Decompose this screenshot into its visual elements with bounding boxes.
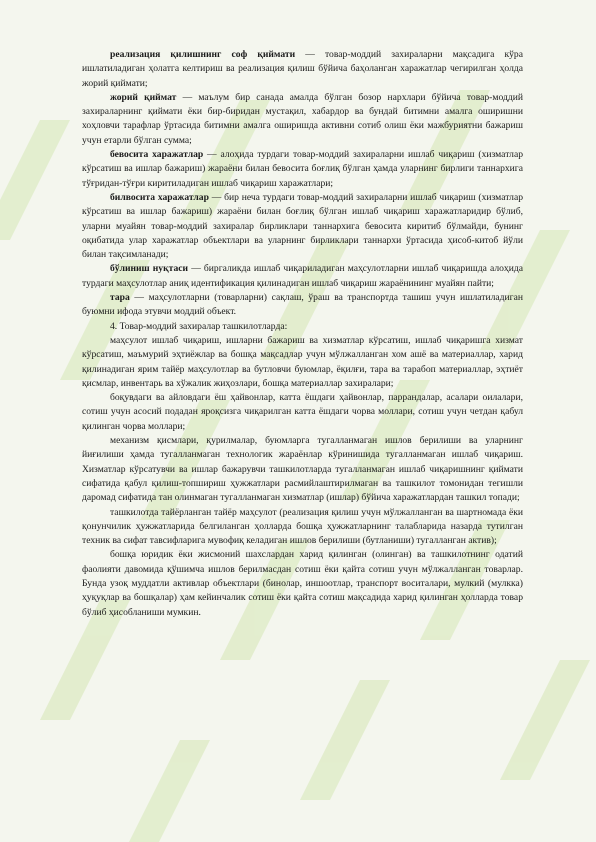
- list-paragraph: [82, 391, 523, 434]
- list-paragraph-text: боқувдаги ва айловдаги ёш ҳайвонлар, катта ёшдаги ҳайвонлар, паррандалар, асалари оилалари, сотиш учун асосий подадан яроқсизга чиқарилган катта ёшдаги чорва моллари, сотиш учун четдан қабул қилинган чорва моллари;: [82, 392, 523, 432]
- definition-text: — маҳсулотларни (товарларни) сақлаш, ўраш ва транспортда ташиш учун ишлатиладиган буюмни ифода этувчи моддий объект.: [82, 292, 523, 318]
- term: реализация қилишнинг соф қиймати: [110, 49, 296, 60]
- term: бевосита харажатлар: [110, 149, 204, 161]
- definition-paragraph: [82, 91, 523, 148]
- term: бўлиниш нуқтаси: [110, 263, 189, 275]
- definition-paragraph: [82, 48, 523, 91]
- list-paragraph: [82, 506, 523, 549]
- list-paragraph-text: бошқа юридик ёки жисмоний шахслардан харид қилинган (олинган) ва ташкилотнинг одатий фаолияти давомида қўшимча ишлов берилмасдан сотиш ёки қайта сотиш учун мўлжалланган товарлар. Бунда узоқ муддатли активлар объектлари (бинолар, иншоотлар, транспорт воситалари, мулкий (мулкка) ҳуқуқлар ва бошқалар) ҳам кейинчалик сотиш ёки қайта сотиш мақсадида харид қилинган ҳолларда товар бўлиб ҳисобланиши мумкин.: [82, 549, 523, 618]
- definition-text: — товар-моддий захираларни мақсадига кўра ишлатиладиган ҳолатга келтириш ва реализация қилиш бўйича баҳоланган харажатлар чегирилган ҳолда жорий қиймати;: [82, 49, 523, 89]
- definition-paragraph: [82, 291, 523, 320]
- term: жорий қиймат: [110, 91, 177, 103]
- document-body: [82, 48, 523, 620]
- definition-paragraph: [82, 191, 523, 262]
- definition-paragraph: [82, 148, 523, 191]
- definition-text: — алоҳида турдаги товар-моддий захираларни ишлаб чиқариш (хизматлар кўрсатиш ва ишлар бажариш) жараёни билан бевосита боғлиқ бўлган ҳамда уларнинг бирлиги таннархига тўғридан-тўғри киритиладиган ишлаб чиқариш харажатлари;: [82, 149, 523, 189]
- list-paragraph: [82, 434, 523, 505]
- list-paragraph-text: механизм қисмлари, қурилмалар, буюмларга тугалланмаган ишлов берилиши ва уларнинг йиғилиши ҳамда тугалланмаган технологик жараёнлар кўринишида тугалланмаган ишлаб чиқариш. Хизматлар кўрсатувчи ва ишлар бажарувчи ташкилотларда тугалланмаган ишлаб чиқаришнинг қиймати сифатида қабул қилиш-топшириш ҳужжатлари расмийлаштирилмаган ва ташкилот томонидан тегишли даромад сифатида тан олинмаган тугалланмаган хизматлар (ишлар) бўйича харажатлардан ташкил топади;: [82, 435, 523, 504]
- list-paragraph: [82, 334, 523, 391]
- definition-text: — биргаликда ишлаб чиқариладиган маҳсулотларни ишлаб чиқаришда алоҳида турдаги маҳсулотлар аниқ идентификация қилинадиган ишлаб чиқариш жараёнининг муайян пайти;: [82, 263, 523, 289]
- section-heading-text: 4. Товар-моддий захиралар ташкилотларда:: [110, 320, 288, 332]
- list-paragraph-text: маҳсулот ишлаб чиқариш, ишларни бажариш ва хизматлар кўрсатиш, ишлаб чиқаришга хизмат кўрсатиш, маъмурий эҳтиёжлар ва бошқа мақсадлар учун мўлжалланган хом ашё ва материаллар, харид қилинадиган ярим тайёр маҳсулотлар ва бутловчи буюмлар, ёқилғи, тара ва тарабоп материаллар, эҳтиёт қисмлар, инвентарь ва хўжалик жиҳозлари, бошқа материаллар захиралари;: [82, 334, 523, 389]
- definition-paragraph: [82, 262, 523, 291]
- section-heading: [82, 320, 523, 334]
- list-paragraph-text: ташкилотда тайёрланган тайёр маҳсулот (реализация қилиш учун мўлжалланган ва шартномада ёки қонунчилик ҳужжатларида белгиланган ҳолларда бошқа ҳужжатларнинг талабларида назарда тутилган техник ва сифат тавсифларига мувофиқ келадиган ишлов берилиши (бутланиши) тугалланган актив);: [82, 506, 523, 547]
- definition-text: — бир неча турдаги товар-моддий захираларни ишлаб чиқариш (хизматлар кўрсатиш ва ишлар бажариш) жараёни билан боғлиқ бўлган ишлаб чиқариш харажатларидир бўлиб, уларни муайян товар-моддий захиралар бирликлари таннархига бевосита киритиб бўлмайди, бунинг оқибатида улар харажатлар объектлари ва уларнинг бирликлари таннархи ўртасида ҳисоб-китоб йўли билан тақсимланади;: [82, 191, 523, 261]
- term: билвосита харажатлар: [110, 191, 209, 203]
- definition-text: — маълум бир санада амалда бўлган бозор нархлари бўйича товар-моддий захираларнинг қиймати ёки бир-биридан мустақил, хабардор ва бундай битимни амалга оширишни хоҳловчи тарафлар ўртасида битимни амалга оширишда активни сотиб олиш ёки мажбуриятни бажариш учун етарли бўлган сумма;: [82, 91, 523, 146]
- list-paragraph: [82, 548, 523, 619]
- term: тара: [110, 292, 130, 304]
